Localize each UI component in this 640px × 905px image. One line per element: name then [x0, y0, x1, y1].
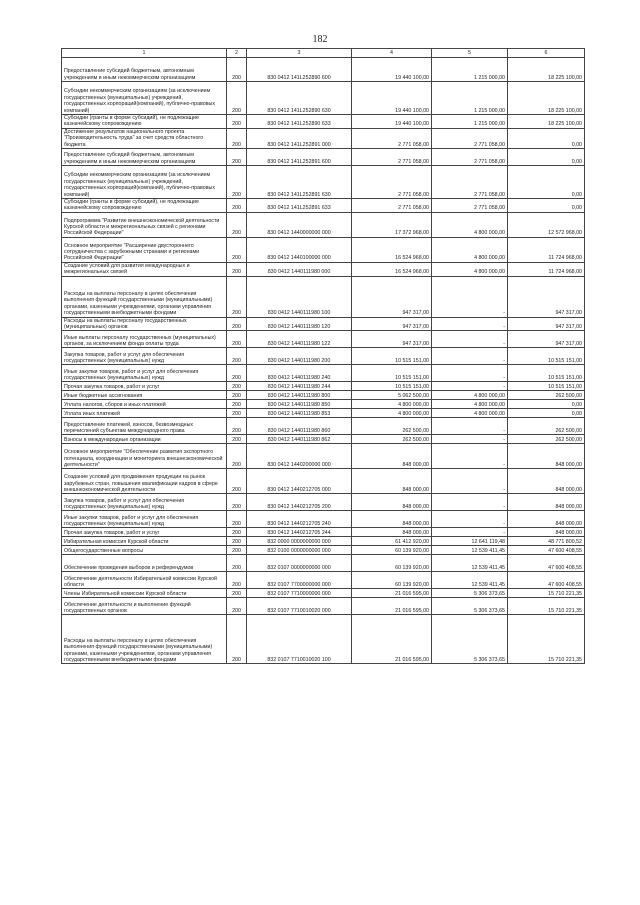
row-name-cell: Субсидии (гранты в форме субсидий), не подлежащие казначейскому сопровождению — [62, 199, 227, 213]
row-name-cell: Расходы на выплаты персоналу в целях обеспечения выполнения функций государственными (муниципальными) органами, казенными учреждениями, органами управления государственными внебюджетными фондами — [62, 276, 227, 317]
amount-cell: 200 — [227, 409, 247, 418]
amount-cell: 200 — [227, 317, 247, 331]
amount-cell: 5 062 500,00 — [352, 391, 432, 400]
budget-code-cell: 830 0412 141L252891 600 — [247, 149, 352, 166]
table-row — [62, 212, 585, 237]
table-row — [62, 317, 585, 331]
amount-cell: 200 — [227, 615, 247, 664]
row-name-cell: Субсидии (гранты в форме субсидий), не подлежащие казначейскому сопровождению — [62, 115, 227, 129]
table-header-row — [62, 49, 585, 58]
amount-cell: 12 539 411,45 — [432, 555, 508, 572]
amount-cell: - — [432, 365, 508, 382]
amount-cell: - — [432, 469, 508, 494]
row-name-cell: Предоставление платежей, взносов, безвозмездных перечислений субъектам международного права — [62, 418, 227, 435]
amount-cell: 60 139 920,00 — [352, 555, 432, 572]
budget-code-cell: 830 0412 1440111980 240 — [247, 365, 352, 382]
amount-cell: 200 — [227, 237, 247, 262]
amount-cell: 200 — [227, 469, 247, 494]
column-header: 2 — [227, 49, 247, 58]
amount-cell: 848 000,00 — [508, 469, 585, 494]
amount-cell: - — [432, 444, 508, 469]
amount-cell: 12 641 119,48 — [432, 537, 508, 546]
amount-cell: 200 — [227, 435, 247, 444]
budget-code-cell: 830 0412 1440111980 244 — [247, 382, 352, 391]
amount-cell: 2 771 058,00 — [432, 128, 508, 148]
row-name-cell: Обеспечение деятельности и выполнение функций государственных органов — [62, 598, 227, 615]
row-name-cell: Иные закупки товаров, работ и услуг для обеспечения государственных (муниципальных) нужд — [62, 511, 227, 528]
amount-cell: 2 771 058,00 — [432, 149, 508, 166]
amount-cell: - — [432, 511, 508, 528]
budget-code-cell: 830 0412 1440111980 853 — [247, 409, 352, 418]
table-row — [62, 409, 585, 418]
amount-cell: 262 500,00 — [508, 391, 585, 400]
amount-cell: 11 724 968,00 — [508, 262, 585, 276]
amount-cell: 5 306 373,65 — [432, 615, 508, 664]
amount-cell: 200 — [227, 365, 247, 382]
table-row — [62, 615, 585, 664]
amount-cell: 848 000,00 — [352, 469, 432, 494]
table-row — [62, 546, 585, 555]
table-row — [62, 444, 585, 469]
amount-cell: 47 600 408,55 — [508, 555, 585, 572]
amount-cell: 200 — [227, 58, 247, 82]
budget-code-cell: 832 0107 7700000000 000 — [247, 572, 352, 589]
amount-cell: 15 710 221,35 — [508, 598, 585, 615]
amount-cell: 262 500,00 — [508, 418, 585, 435]
budget-code-cell: 830 0412 1440111980 000 — [247, 262, 352, 276]
budget-code-cell: 830 0412 141L252891 633 — [247, 199, 352, 213]
table-row — [62, 382, 585, 391]
table-row — [62, 262, 585, 276]
table-row — [62, 469, 585, 494]
row-name-cell: Закупка товаров, работ и услуг для обеспечения государственных (муниципальных) нужд — [62, 348, 227, 365]
amount-cell: 200 — [227, 418, 247, 435]
amount-cell: 10 515 151,00 — [508, 365, 585, 382]
amount-cell: 4 800 000,00 — [432, 409, 508, 418]
amount-cell: 5 306 373,65 — [432, 598, 508, 615]
row-name-cell: Закупка товаров, работ и услуг для обеспечения государственных (муниципальных) нужд — [62, 494, 227, 511]
budget-code-cell: 832 0107 0000000000 000 — [247, 555, 352, 572]
row-name-cell: Предоставление субсидий бюджетным, автономным учреждениям и иным некоммерческим организациям — [62, 149, 227, 166]
amount-cell: 21 016 595,00 — [352, 615, 432, 664]
table-row — [62, 331, 585, 348]
amount-cell: 10 515 151,00 — [352, 382, 432, 391]
amount-cell: 848 000,00 — [352, 444, 432, 469]
budget-code-cell: 830 0412 1440111980 200 — [247, 348, 352, 365]
amount-cell: 1 215 000,00 — [432, 82, 508, 115]
table-row — [62, 58, 585, 82]
amount-cell: 200 — [227, 382, 247, 391]
amount-cell: 262 500,00 — [508, 435, 585, 444]
amount-cell: 947 317,00 — [508, 276, 585, 317]
amount-cell: 200 — [227, 82, 247, 115]
amount-cell: 0,00 — [508, 400, 585, 409]
amount-cell: 848 000,00 — [352, 528, 432, 537]
row-name-cell: Члены Избирательной комиссии Курской области — [62, 589, 227, 598]
table-row — [62, 348, 585, 365]
table-row — [62, 82, 585, 115]
row-name-cell: Подпрограмма "Развитие внешнеэкономической деятельности Курской области и межрегиональных связей с регионами Российской Федерации" — [62, 212, 227, 237]
budget-code-cell: 830 0412 1440212705 240 — [247, 511, 352, 528]
table-row — [62, 555, 585, 572]
amount-cell: - — [432, 494, 508, 511]
column-header: 3 — [247, 49, 352, 58]
column-header: 6 — [508, 49, 585, 58]
row-name-cell: Обеспечение деятельности Избирательной комиссии Курской области — [62, 572, 227, 589]
amount-cell: 4 800 000,00 — [432, 262, 508, 276]
row-name-cell: Достижение результатов национального проекта "Производительность труда" за счет средств областного бюджета — [62, 128, 227, 148]
column-header: 1 — [62, 49, 227, 58]
amount-cell: 10 515 151,00 — [352, 348, 432, 365]
row-name-cell: Иные выплаты персоналу государственных (муниципальных) органов, за исключением фонда оплаты труда — [62, 331, 227, 348]
budget-code-cell: 830 0412 1440111980 122 — [247, 331, 352, 348]
amount-cell: - — [432, 348, 508, 365]
amount-cell: 18 225 100,00 — [508, 115, 585, 129]
page-number: 182 — [312, 34, 328, 45]
row-name-cell: Иные бюджетные ассигнования — [62, 391, 227, 400]
amount-cell: 200 — [227, 276, 247, 317]
budget-code-cell: 830 0412 1440100000 000 — [247, 237, 352, 262]
table-row — [62, 166, 585, 199]
amount-cell: - — [432, 382, 508, 391]
amount-cell: 4 800 000,00 — [432, 237, 508, 262]
amount-cell: 2 771 058,00 — [432, 199, 508, 213]
amount-cell: 11 724 968,00 — [508, 237, 585, 262]
amount-cell: 17 372 968,00 — [352, 212, 432, 237]
row-name-cell: Избирательная комиссия Курской области — [62, 537, 227, 546]
amount-cell: 947 317,00 — [352, 276, 432, 317]
amount-cell: 200 — [227, 589, 247, 598]
amount-cell: 200 — [227, 115, 247, 129]
budget-code-cell: 830 0412 1440212705 000 — [247, 469, 352, 494]
amount-cell: 200 — [227, 528, 247, 537]
amount-cell: 200 — [227, 391, 247, 400]
amount-cell: 262 500,00 — [352, 435, 432, 444]
budget-code-cell: 832 0000 0000000000 000 — [247, 537, 352, 546]
amount-cell: 4 800 000,00 — [432, 400, 508, 409]
budget-code-cell: 830 0412 141L252891 630 — [247, 166, 352, 199]
amount-cell: 19 440 100,00 — [352, 58, 432, 82]
amount-cell: 19 440 100,00 — [352, 115, 432, 129]
amount-cell: - — [432, 528, 508, 537]
budget-code-cell: 830 0412 1440111980 850 — [247, 400, 352, 409]
amount-cell: 0,00 — [508, 409, 585, 418]
amount-cell: - — [432, 435, 508, 444]
table-row — [62, 598, 585, 615]
amount-cell: 200 — [227, 444, 247, 469]
budget-code-cell: 832 0107 7710010020 000 — [247, 598, 352, 615]
row-name-cell: Субсидии некоммерческим организациям (за исключением государственных (муниципальных) учреждений, государственных корпораций(компаний), публично-правовых компаний) — [62, 82, 227, 115]
amount-cell: 200 — [227, 511, 247, 528]
amount-cell: 848 000,00 — [352, 494, 432, 511]
amount-cell: 0,00 — [508, 149, 585, 166]
table-row — [62, 511, 585, 528]
row-name-cell: Создание условий для продвижения продукции на рынок зарубежных стран, повышения квалификации кадров в сфере внешнеэкономической деятельности — [62, 469, 227, 494]
amount-cell: 200 — [227, 212, 247, 237]
amount-cell: 60 139 920,00 — [352, 546, 432, 555]
amount-cell: 2 771 058,00 — [352, 166, 432, 199]
amount-cell: 200 — [227, 199, 247, 213]
budget-code-cell: 830 0412 1440212705 200 — [247, 494, 352, 511]
amount-cell: 61 412 920,00 — [352, 537, 432, 546]
amount-cell: 200 — [227, 166, 247, 199]
table-row — [62, 589, 585, 598]
row-name-cell: Основное мероприятие "Обеспечение развития экспортного потенциала, координации и мониторинга внешнеэкономической деятельности" — [62, 444, 227, 469]
amount-cell: 200 — [227, 331, 247, 348]
budget-code-cell: 830 0412 1440111980 120 — [247, 317, 352, 331]
row-name-cell: Основное мероприятие "Расширение двустороннего сотрудничества с зарубежными странами и регионами Российской Федерации" — [62, 237, 227, 262]
amount-cell: - — [432, 418, 508, 435]
table-row — [62, 115, 585, 129]
amount-cell: 21 016 595,00 — [352, 598, 432, 615]
amount-cell: 16 524 968,00 — [352, 262, 432, 276]
amount-cell: 4 800 000,00 — [352, 400, 432, 409]
row-name-cell: Прочая закупка товаров, работ и услуг — [62, 528, 227, 537]
amount-cell: 12 572 968,00 — [508, 212, 585, 237]
row-name-cell: Уплата иных платежей — [62, 409, 227, 418]
amount-cell: 947 317,00 — [352, 317, 432, 331]
amount-cell: 15 710 221,35 — [508, 589, 585, 598]
budget-code-cell: 830 0412 1440212705 244 — [247, 528, 352, 537]
column-header: 4 — [352, 49, 432, 58]
amount-cell: 47 600 408,55 — [508, 546, 585, 555]
row-name-cell: Взносы в международные организации — [62, 435, 227, 444]
amount-cell: 200 — [227, 262, 247, 276]
amount-cell: 21 016 595,00 — [352, 589, 432, 598]
amount-cell: - — [432, 276, 508, 317]
row-name-cell: Общегосударственные вопросы — [62, 546, 227, 555]
amount-cell: 947 317,00 — [508, 317, 585, 331]
budget-code-cell: 832 0100 0000000000 000 — [247, 546, 352, 555]
amount-cell: 200 — [227, 128, 247, 148]
amount-cell: 60 139 920,00 — [352, 572, 432, 589]
budget-code-cell: 830 0412 141L252890 630 — [247, 82, 352, 115]
budget-code-cell: 830 0412 1440111980 800 — [247, 391, 352, 400]
amount-cell: 200 — [227, 555, 247, 572]
amount-cell: 200 — [227, 149, 247, 166]
amount-cell: 16 524 968,00 — [352, 237, 432, 262]
amount-cell: 200 — [227, 572, 247, 589]
table-row — [62, 528, 585, 537]
table-row — [62, 537, 585, 546]
amount-cell: 2 771 058,00 — [352, 149, 432, 166]
budget-code-cell: 830 0412 1440111980 100 — [247, 276, 352, 317]
amount-cell: 15 710 221,35 — [508, 615, 585, 664]
amount-cell: 947 317,00 — [352, 331, 432, 348]
amount-cell: 2 771 058,00 — [352, 199, 432, 213]
amount-cell: 19 440 100,00 — [352, 82, 432, 115]
amount-cell: 2 771 058,00 — [432, 166, 508, 199]
row-name-cell: Расходы на выплаты персоналу в целях обеспечения выполнения функций государственными (муниципальными) органами, казенными учреждениями, органами управления государственными внебюджетными фондами — [62, 615, 227, 664]
row-name-cell: Обеспечение проведения выборов и референдумов — [62, 555, 227, 572]
budget-code-cell: 830 0412 1440200000 000 — [247, 444, 352, 469]
table-row — [62, 276, 585, 317]
amount-cell: - — [432, 317, 508, 331]
amount-cell: 1 215 000,00 — [432, 115, 508, 129]
amount-cell: 0,00 — [508, 166, 585, 199]
table-row — [62, 418, 585, 435]
amount-cell: 4 800 000,00 — [432, 212, 508, 237]
amount-cell: 18 225 100,00 — [508, 82, 585, 115]
budget-code-cell: 830 0412 141L252890 600 — [247, 58, 352, 82]
amount-cell: 10 515 151,00 — [508, 348, 585, 365]
amount-cell: 947 317,00 — [508, 331, 585, 348]
budget-code-cell: 830 0412 141L252891 000 — [247, 128, 352, 148]
amount-cell: 0,00 — [508, 199, 585, 213]
table-row — [62, 572, 585, 589]
row-name-cell: Уплата налогов, сборов и иных платежей — [62, 400, 227, 409]
amount-cell: 12 539 411,45 — [432, 572, 508, 589]
amount-cell: 12 539 411,45 — [432, 546, 508, 555]
amount-cell: 200 — [227, 348, 247, 365]
amount-cell: 200 — [227, 400, 247, 409]
table-row — [62, 128, 585, 148]
budget-code-cell: 830 0412 141L252890 633 — [247, 115, 352, 129]
budget-code-cell: 832 0107 7710010020 100 — [247, 615, 352, 664]
amount-cell: 262 500,00 — [352, 418, 432, 435]
amount-cell: 200 — [227, 598, 247, 615]
amount-cell: 4 800 000,00 — [352, 409, 432, 418]
amount-cell: 848 000,00 — [508, 444, 585, 469]
amount-cell: 10 515 151,00 — [352, 365, 432, 382]
amount-cell: 1 215 000,00 — [432, 58, 508, 82]
table-row — [62, 199, 585, 213]
amount-cell: 200 — [227, 537, 247, 546]
amount-cell: 10 515 151,00 — [508, 382, 585, 391]
table-row — [62, 400, 585, 409]
amount-cell: 2 771 058,00 — [352, 128, 432, 148]
amount-cell: 848 000,00 — [352, 511, 432, 528]
amount-cell: 848 000,00 — [508, 511, 585, 528]
amount-cell: 4 800 000,00 — [432, 391, 508, 400]
amount-cell: 200 — [227, 494, 247, 511]
row-name-cell: Прочая закупка товаров, работ и услуг — [62, 382, 227, 391]
budget-code-cell: 830 0412 1440111980 860 — [247, 418, 352, 435]
row-name-cell: Субсидии некоммерческим организациям (за исключением государственных (муниципальных) учреждений, государственных корпораций(компаний), публично-правовых компаний) — [62, 166, 227, 199]
amount-cell: 848 000,00 — [508, 494, 585, 511]
budget-table — [61, 48, 585, 664]
table-row — [62, 149, 585, 166]
amount-cell: 48 771 800,52 — [508, 537, 585, 546]
amount-cell: 848 000,00 — [508, 528, 585, 537]
table-row — [62, 494, 585, 511]
amount-cell: 200 — [227, 546, 247, 555]
budget-code-cell: 830 0412 1440111980 862 — [247, 435, 352, 444]
row-name-cell: Иные закупки товаров, работ и услуг для обеспечения государственных (муниципальных) нужд — [62, 365, 227, 382]
row-name-cell: Расходы на выплаты персоналу государственных (муниципальных) органов — [62, 317, 227, 331]
row-name-cell: Создание условий для развития международных и межрегиональных связей — [62, 262, 227, 276]
budget-code-cell: 832 0107 7710000000 000 — [247, 589, 352, 598]
amount-cell: 0,00 — [508, 128, 585, 148]
amount-cell: 47 600 408,55 — [508, 572, 585, 589]
table-row — [62, 391, 585, 400]
row-name-cell: Предоставление субсидий бюджетным, автономным учреждениям и иным некоммерческим организациям — [62, 58, 227, 82]
budget-code-cell: 830 0412 1440000000 000 — [247, 212, 352, 237]
table-row — [62, 237, 585, 262]
column-header: 5 — [432, 49, 508, 58]
table-row — [62, 365, 585, 382]
amount-cell: 5 306 373,65 — [432, 589, 508, 598]
amount-cell: - — [432, 331, 508, 348]
table-row — [62, 435, 585, 444]
amount-cell: 18 225 100,00 — [508, 58, 585, 82]
